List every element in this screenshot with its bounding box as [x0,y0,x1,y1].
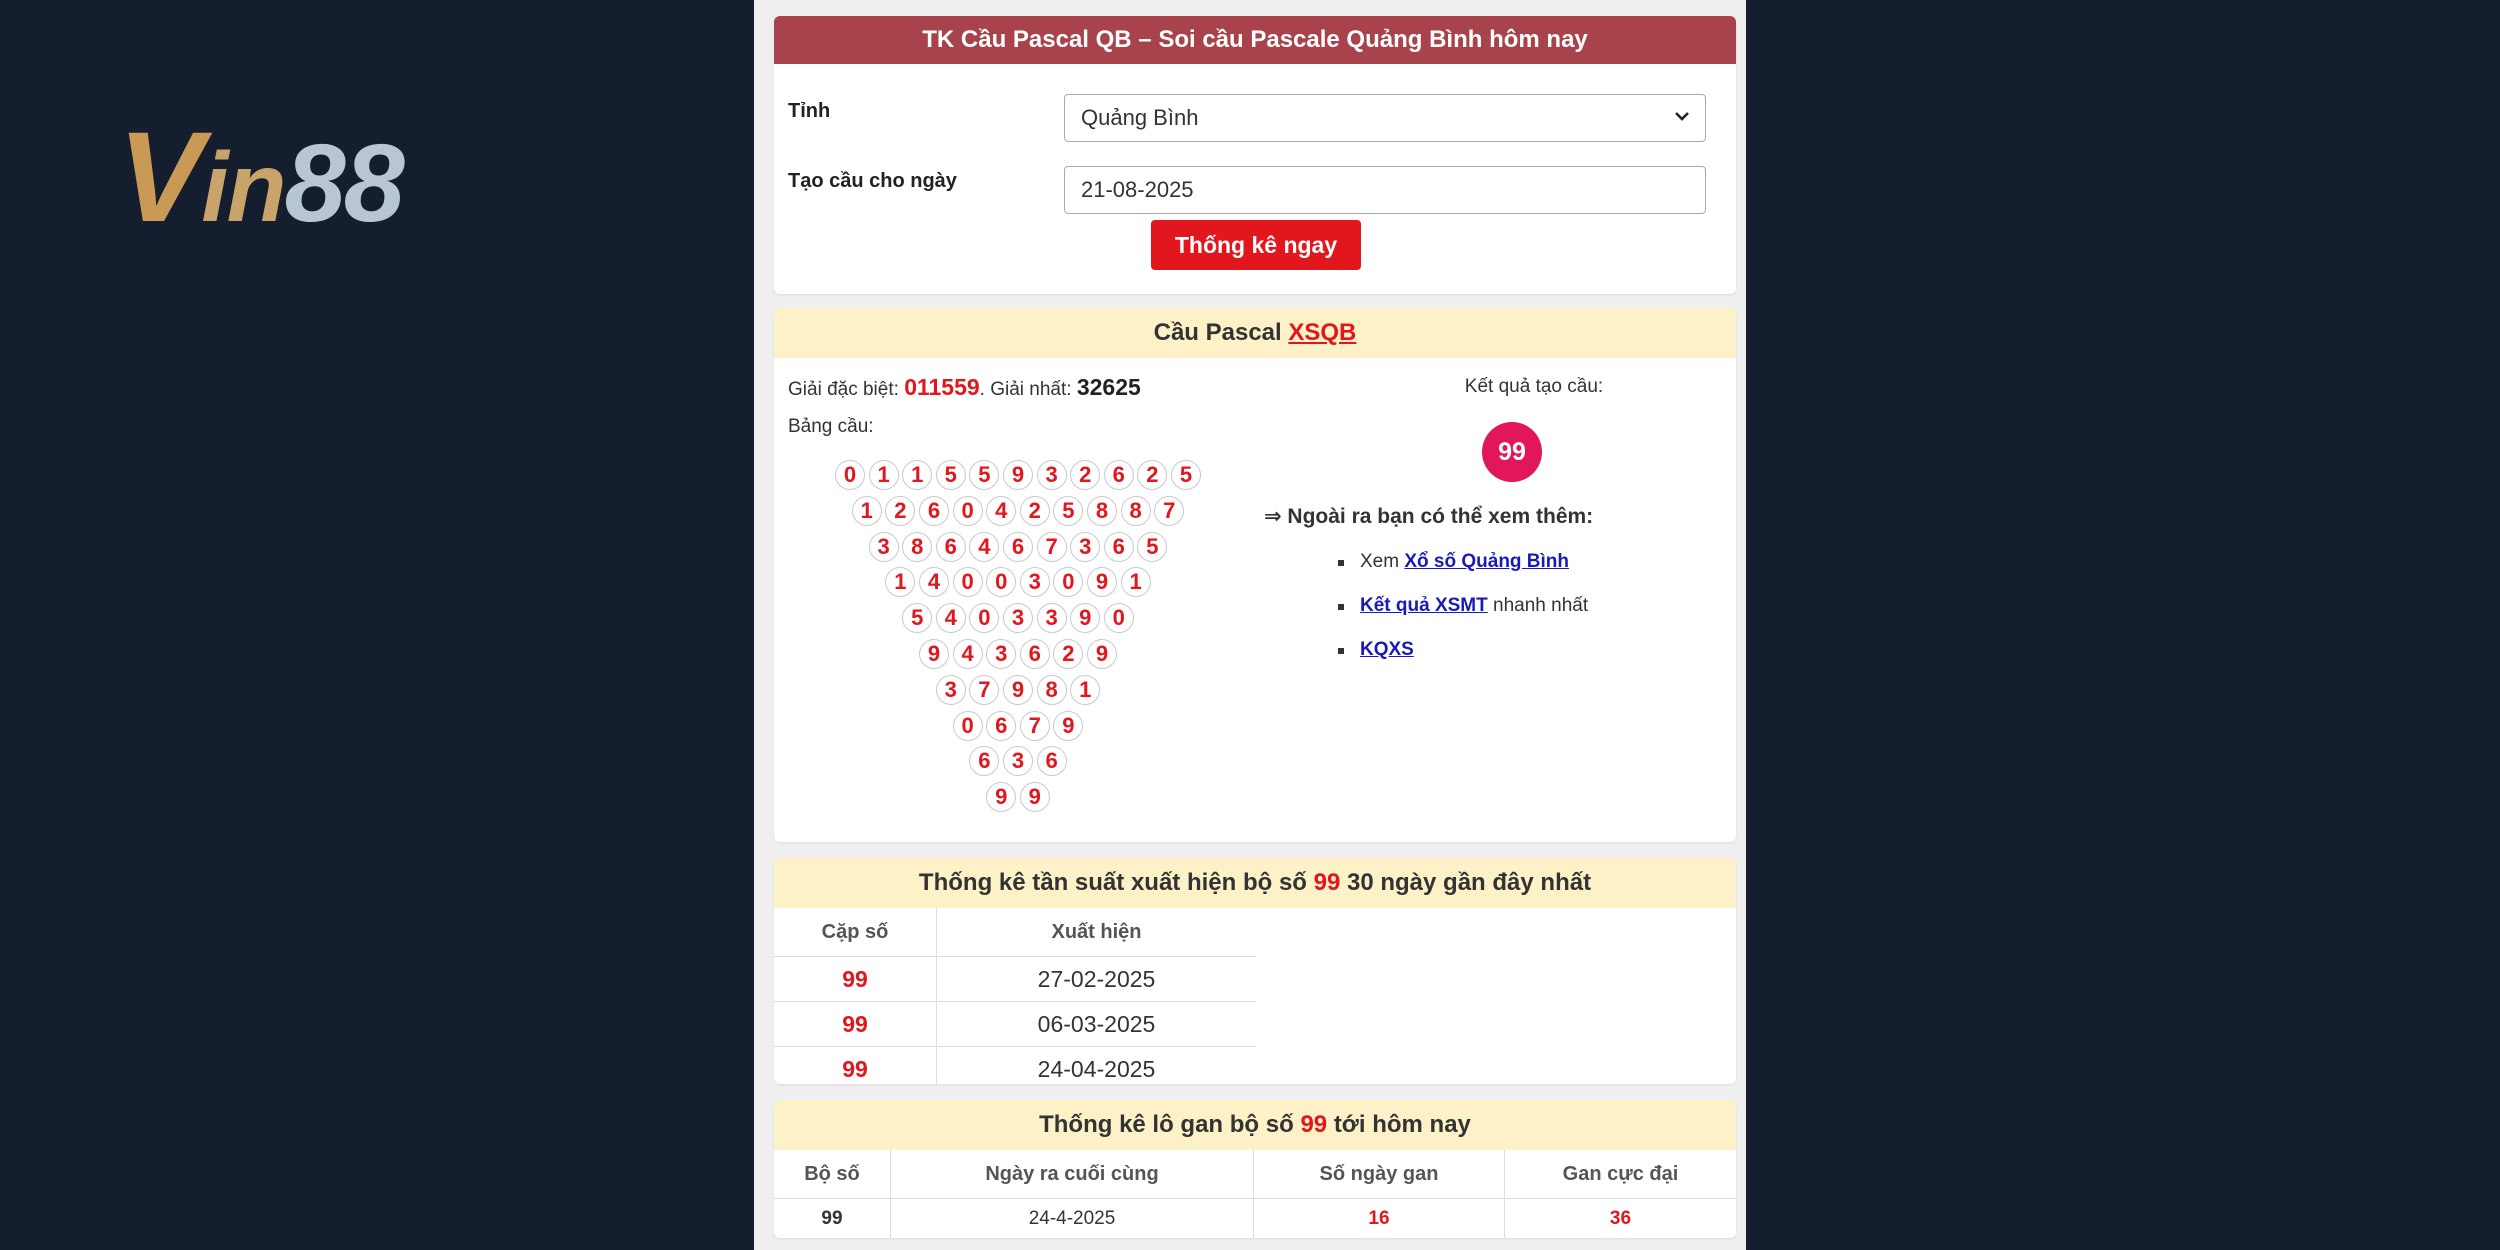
frequency-table [774,908,1256,1084]
gan-title-prefix: Thống kê lô gan bộ số [1039,1111,1294,1138]
pascal-digit: 4 [919,567,949,597]
date-input[interactable]: 21-08-2025 [1064,166,1706,214]
pascal-digit: 2 [885,496,915,526]
more-link-item [1324,550,1588,574]
col-set: Bộ số [774,1150,891,1199]
pascal-digit: 6 [1020,639,1050,669]
pascal-digit: 6 [1104,532,1134,562]
pascal-digit: 7 [1037,532,1067,562]
link-prefix: Xem [1360,551,1405,572]
pascal-digit: 5 [936,460,966,490]
pascal-digit: 0 [835,460,865,490]
pascal-digit: 4 [969,532,999,562]
col-max: Gan cực đại [1505,1150,1737,1199]
pascal-digit: 2 [1137,460,1167,490]
pascal-digit: 3 [1037,460,1067,490]
col-pair: Cặp số [774,908,937,957]
pascal-digit: 2 [1053,639,1083,669]
pascal-digit: 1 [869,460,899,490]
first-prize-label: . Giải nhất: [979,379,1072,400]
gan-max-cell: 36 [1505,1199,1737,1239]
pascal-digit: 3 [1020,567,1050,597]
pair-cell: 99 [774,957,937,1002]
chevron-down-icon [1673,107,1691,125]
pascal-digit: 9 [1003,460,1033,490]
ket-qua-xsmt-link[interactable]: Kết quả XSMT [1360,595,1488,616]
table-row [774,1199,1736,1239]
pascal-digit: 8 [1121,496,1151,526]
pascal-digit: 0 [953,711,983,741]
pascal-digit: 9 [919,639,949,669]
first-prize-value: 32625 [1076,374,1141,400]
table-row [774,957,1256,1002]
frequency-title-prefix: Thống kê tần suất xuất hiện bộ số [918,869,1307,896]
pascal-digit: 6 [1003,532,1033,562]
pascal-digit: 9 [1053,711,1083,741]
pascal-digit: 6 [1037,746,1067,776]
province-selected-value: Quảng Bình [1081,105,1199,130]
pascal-digit: 8 [1037,675,1067,705]
col-last: Ngày ra cuối cùng [891,1150,1254,1199]
pascal-digit: 5 [969,460,999,490]
date-label: Tạo cầu cho ngày [788,170,957,192]
pascal-digit: 3 [1003,603,1033,633]
pascal-digit: 8 [1087,496,1117,526]
set-cell: 99 [774,1199,891,1239]
col-seen: Xuất hiện [937,908,1257,957]
pascal-digit: 5 [1137,532,1167,562]
result-label: Kết quả tạo cầu: [1464,376,1604,397]
form-title: TK Cầu Pascal QB – Soi cầu Pascale Quảng Bình hôm nay [774,16,1736,64]
logo-letters-in: in [201,132,285,242]
special-prize-label: Giải đặc biệt: [788,379,899,400]
main-panel [754,0,1746,1250]
pascal-digit: 0 [986,567,1016,597]
pascal-digit: 1 [885,567,915,597]
pascal-digit: 5 [1171,460,1201,490]
gan-title-suffix: tới hôm nay [1333,1111,1471,1138]
pascal-digit: 7 [1154,496,1184,526]
gan-table [774,1150,1736,1238]
pascal-digit: 3 [986,639,1016,669]
pascal-digit: 4 [936,603,966,633]
pascal-form-card [774,16,1736,294]
pascal-digit: 0 [953,567,983,597]
table-row [774,1047,1256,1085]
pair-cell: 99 [774,1002,937,1047]
pascal-digit: 1 [1070,675,1100,705]
more-link-item [1324,594,1588,618]
pascal-digit: 1 [1121,567,1151,597]
logo-number: 88 [284,122,403,245]
pascal-title-text: Cầu Pascal [1153,319,1282,346]
more-links [1324,550,1588,682]
more-link-item [1324,638,1588,662]
province-label: Tỉnh [788,100,831,122]
kqxs-link[interactable]: KQXS [1360,639,1414,660]
pascal-digit: 0 [1053,567,1083,597]
pascal-digit: 5 [1053,496,1083,526]
pascal-digit: 9 [986,782,1016,812]
pascal-digit: 9 [1020,782,1050,812]
province-select[interactable] [1064,94,1706,142]
pascal-digit: 6 [919,496,949,526]
pascal-digit: 8 [902,532,932,562]
special-prize-value: 011559 [904,374,980,400]
submit-button[interactable]: Thống kê ngay [1151,220,1361,270]
date-cell: 24-04-2025 [937,1047,1257,1085]
pascal-digit: 3 [1003,746,1033,776]
pascal-digit: 3 [869,532,899,562]
pascal-digit: 6 [1104,460,1134,490]
pascal-digit: 0 [969,603,999,633]
frequency-title [774,858,1736,908]
pascal-digit: 6 [986,711,1016,741]
table-row [774,1002,1256,1047]
date-cell: 06-03-2025 [937,1002,1257,1047]
pascal-digit: 9 [1087,567,1117,597]
pascal-digit: 0 [1104,603,1134,633]
pascal-digit: 0 [953,496,983,526]
date-cell: 27-02-2025 [937,957,1257,1002]
pascal-digit: 6 [936,532,966,562]
pascal-digit: 2 [1070,460,1100,490]
pascal-digit: 6 [969,746,999,776]
more-title: ⇒ Ngoài ra bạn có thể xem thêm: [1264,505,1594,528]
pascal-result-card [774,308,1736,842]
pascal-digit: 9 [1003,675,1033,705]
province-row [774,78,1736,128]
pascal-digit: 1 [902,460,932,490]
vin88-logo [118,106,508,249]
pascal-digit: 5 [902,603,932,633]
col-days: Số ngày gan [1254,1150,1505,1199]
gan-title-number: 99 [1300,1111,1328,1138]
frequency-title-number: 99 [1313,869,1341,896]
table-label: Bảng cầu: [788,416,874,437]
pascal-digit: 9 [1070,603,1100,633]
gan-card [774,1100,1736,1238]
pascal-digit: 1 [852,496,882,526]
date-row [774,150,1736,200]
pascal-digit: 7 [1020,711,1050,741]
pascal-digit: 7 [969,675,999,705]
pascal-digit: 4 [953,639,983,669]
frequency-title-suffix: 30 ngày gần đây nhất [1347,869,1592,896]
link-suffix: nhanh nhất [1487,595,1589,616]
xsqb-link[interactable]: XSQB [1288,319,1357,346]
pascal-digit: 3 [1037,603,1067,633]
pair-cell: 99 [774,1047,937,1085]
pascal-digit: 4 [986,496,1016,526]
xo-so-quang-binh-link[interactable]: Xổ số Quảng Bình [1404,551,1570,572]
pascal-digit: 3 [1070,532,1100,562]
result-ball: 99 [1482,422,1542,482]
gan-title [774,1100,1736,1150]
logo-letter-v: V [118,106,202,249]
last-date-cell: 24-4-2025 [891,1199,1254,1239]
pascal-digit: 2 [1020,496,1050,526]
prize-line [788,374,1141,401]
pascal-title [774,308,1736,358]
pascal-digit: 3 [936,675,966,705]
gan-days-cell: 16 [1254,1199,1505,1239]
frequency-card [774,858,1736,1084]
pascal-digit: 9 [1087,639,1117,669]
